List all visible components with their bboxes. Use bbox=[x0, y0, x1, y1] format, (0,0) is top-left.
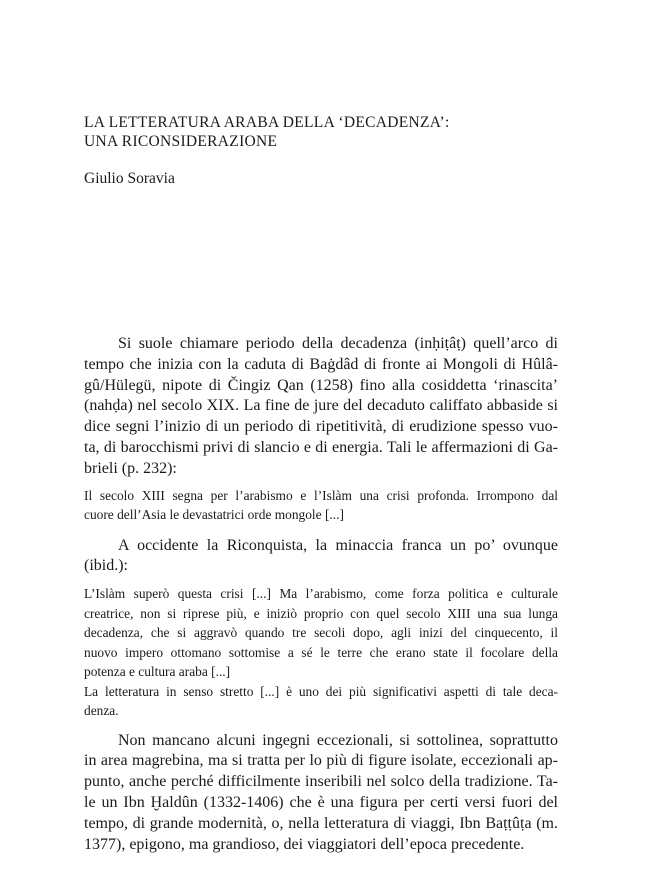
text-line: tempo che inizia con la caduta di Baġdâd di fronte ai Mongoli di Hûlâ- bbox=[84, 355, 558, 373]
paragraph-2 bbox=[84, 536, 558, 578]
paragraph-3 bbox=[84, 731, 558, 856]
quote-line: decadenza, che si aggravò quando tre secoli dopo, agli inizi del cinquecento, il bbox=[84, 625, 558, 641]
text-line: gû/Hülegü, nipote di Čingiz Qan (1258) fino alla cosiddetta ‘rinascita’ bbox=[84, 376, 558, 394]
text-line: tempo, di grande modernità, o, nella letteratura di viaggi, Ibn Baṭṭûṭa (m. bbox=[84, 814, 558, 832]
text-line: Non mancano alcuni ingegni eccezionali, si sottolinea, soprattutto bbox=[118, 731, 558, 749]
text-line: (ibid.): bbox=[84, 557, 128, 575]
quote-line: denza. bbox=[84, 703, 119, 719]
text-line: in area magrebina, ma si tratta per lo più di figure isolate, eccezionali ap- bbox=[84, 752, 558, 770]
text-line: 1377), epigono, ma grandioso, dei viaggiatori dell’epoca precedente. bbox=[84, 835, 525, 853]
text-line: A occidente la Riconquista, la minaccia franca un po’ ovunque bbox=[118, 536, 558, 554]
block-quote-1 bbox=[84, 486, 558, 525]
text-line: dice segni l’inizio di un periodo di ripetitività, di erudizione spesso vuo- bbox=[84, 418, 558, 436]
quote-line: Il secolo XIII segna per l’arabismo e l’Islàm una crisi profonda. Irrompono dal bbox=[84, 487, 558, 503]
paragraph-1 bbox=[84, 334, 558, 480]
quote-line: creatrice, non si riprese più, e iniziò proprio con quel secolo XIII una sua lunga bbox=[84, 605, 558, 621]
article-title bbox=[84, 113, 574, 151]
text-line: Si suole chiamare periodo della decadenza (inḥiṭâṭ) quell’arco di bbox=[118, 335, 558, 352]
title-line: LA LETTERATURA ARABA DELLA ‘DECADENZA’: bbox=[84, 114, 450, 131]
title-line: UNA RICONSIDERAZIONE bbox=[84, 133, 278, 150]
quote-line: cuore dell’Asia le devastatrici orde mongole [...] bbox=[84, 507, 344, 523]
quote-line: nuovo impero ottomano sottomise a sé le terre che erano state il focolare della bbox=[84, 644, 558, 660]
text-line: (nahḍa) nel secolo XIX. La fine de jure del decaduto califfato abbaside si bbox=[84, 397, 558, 415]
author-name: Giulio Soravia bbox=[84, 170, 175, 187]
text-line: punto, anche perché difficilmente inseribili nel solco della tradizione. Ta- bbox=[84, 773, 558, 791]
text-line: le un Ibn Ḫaldûn (1332-1406) che è una figura per certi versi fuori del bbox=[84, 794, 558, 812]
article-body bbox=[84, 334, 558, 855]
quote-line: L’Islàm superò questa crisi [...] Ma l’arabismo, come forza politica e culturale bbox=[84, 586, 558, 602]
text-line: ta, di barocchismi privi di slancio e di energia. Tali le affermazioni di Ga- bbox=[84, 438, 558, 456]
quote-line: potenza e cultura araba [...] bbox=[84, 664, 231, 680]
block-quote-2 bbox=[84, 584, 558, 721]
text-line: brieli (p. 232): bbox=[84, 459, 177, 477]
quote-line: La letteratura in senso stretto [...] è uno dei più significativi aspetti di tale deca- bbox=[84, 683, 558, 699]
